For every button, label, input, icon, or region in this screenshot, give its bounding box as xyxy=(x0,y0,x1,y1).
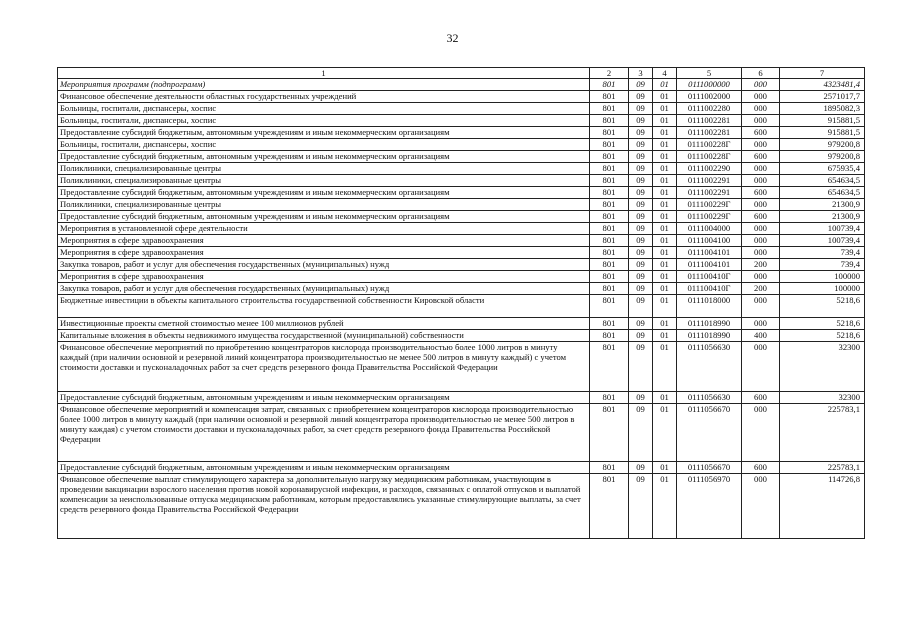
row-amount-cell: 654634,5 xyxy=(780,175,865,187)
row-code-6-cell: 000 xyxy=(742,163,780,175)
row-code-2-cell: 801 xyxy=(590,330,629,342)
row-code-5-cell: 0111056630 xyxy=(677,342,742,392)
row-code-5-cell: 011100229Г xyxy=(677,199,742,211)
row-code-6-cell: 600 xyxy=(742,127,780,139)
row-amount-cell: 5218,6 xyxy=(780,318,865,330)
row-name-cell: Финансовое обеспечение мероприятий по приобретению концентраторов кислорода производительностью более 1000 литров в минуту каждый (при наличии основной и резервной линий концентратора производительностью не менее 500 литров в минуту каждый) с учетом стоимости доставки и пусконаладочных работ за счет средств резервного фонда Правительства Российской Федерации xyxy=(58,342,590,392)
col-header-3: 3 xyxy=(629,68,653,79)
row-code-4-cell: 01 xyxy=(653,283,677,295)
row-amount-cell: 100000 xyxy=(780,283,865,295)
row-code-6-cell: 000 xyxy=(742,235,780,247)
row-amount-cell: 225783,1 xyxy=(780,462,865,474)
table-row xyxy=(58,271,865,283)
row-code-5-cell: 0111002291 xyxy=(677,187,742,199)
row-name-cell: Финансовое обеспечение выплат стимулирующего характера за дополнительную нагрузку медицинским работникам, участвующим в проведении вакцинации взрослого населения против новой коронавирусной инфекции, и расходов, связанных с оплатой отпусков и выплатой компенсации за неиспользованные отпуска медицинским работникам, которым предоставлялись указанные стимулирующие выплаты, за счет средств резервного фонда Правительства Российской Федерации xyxy=(58,474,590,539)
row-code-6-cell: 000 xyxy=(742,342,780,392)
row-code-6-cell: 000 xyxy=(742,79,780,91)
row-code-4-cell: 01 xyxy=(653,404,677,462)
row-code-3-cell: 09 xyxy=(629,151,653,163)
row-code-5-cell: 011100228Г xyxy=(677,139,742,151)
row-code-2-cell: 801 xyxy=(590,151,629,163)
row-code-4-cell: 01 xyxy=(653,139,677,151)
row-code-6-cell: 600 xyxy=(742,392,780,404)
row-name-cell: Предоставление субсидий бюджетным, автономным учреждениям и иным некоммерческим организациям xyxy=(58,462,590,474)
row-code-3-cell: 09 xyxy=(629,211,653,223)
row-amount-cell: 32300 xyxy=(780,392,865,404)
table-row xyxy=(58,79,865,91)
row-code-2-cell: 801 xyxy=(590,392,629,404)
row-amount-cell: 21300,9 xyxy=(780,211,865,223)
row-name-cell: Инвестиционные проекты сметной стоимостью менее 100 миллионов рублей xyxy=(58,318,590,330)
row-code-5-cell: 011100410Г xyxy=(677,271,742,283)
row-code-4-cell: 01 xyxy=(653,259,677,271)
row-amount-cell: 915881,5 xyxy=(780,115,865,127)
table-row xyxy=(58,223,865,235)
row-code-2-cell: 801 xyxy=(590,163,629,175)
row-code-2-cell: 801 xyxy=(590,295,629,318)
row-name-cell: Капитальные вложения в объекты недвижимого имущества государственной (муниципальной) собственности xyxy=(58,330,590,342)
row-code-3-cell: 09 xyxy=(629,271,653,283)
row-code-5-cell: 0111004100 xyxy=(677,235,742,247)
row-amount-cell: 675935,4 xyxy=(780,163,865,175)
row-amount-cell: 979200,8 xyxy=(780,151,865,163)
row-code-3-cell: 09 xyxy=(629,187,653,199)
row-amount-cell: 100739,4 xyxy=(780,235,865,247)
row-code-6-cell: 000 xyxy=(742,318,780,330)
row-code-6-cell: 000 xyxy=(742,223,780,235)
col-header-5: 5 xyxy=(677,68,742,79)
row-name-cell: Закупка товаров, работ и услуг для обеспечения государственных (муниципальных) нужд xyxy=(58,259,590,271)
table-row xyxy=(58,199,865,211)
row-name-cell: Больницы, госпитали, диспансеры, хоспис xyxy=(58,103,590,115)
row-code-2-cell: 801 xyxy=(590,283,629,295)
row-name-cell: Поликлиники, специализированные центры xyxy=(58,175,590,187)
row-code-5-cell: 0111002281 xyxy=(677,115,742,127)
row-code-6-cell: 400 xyxy=(742,330,780,342)
row-name-cell: Предоставление субсидий бюджетным, автономным учреждениям и иным некоммерческим организациям xyxy=(58,392,590,404)
row-code-2-cell: 801 xyxy=(590,223,629,235)
table-row xyxy=(58,295,865,318)
row-code-5-cell: 0111002291 xyxy=(677,175,742,187)
row-amount-cell: 100000 xyxy=(780,271,865,283)
row-code-3-cell: 09 xyxy=(629,342,653,392)
row-code-3-cell: 09 xyxy=(629,103,653,115)
row-code-5-cell: 0111056670 xyxy=(677,462,742,474)
row-code-6-cell: 000 xyxy=(742,474,780,539)
row-name-cell: Мероприятия программ (подпрограмм) xyxy=(58,79,590,91)
row-amount-cell: 1895082,3 xyxy=(780,103,865,115)
row-amount-cell: 100739,4 xyxy=(780,223,865,235)
row-amount-cell: 2571017,7 xyxy=(780,91,865,103)
row-code-3-cell: 09 xyxy=(629,330,653,342)
row-name-cell: Больницы, госпитали, диспансеры, хоспис xyxy=(58,139,590,151)
row-code-6-cell: 000 xyxy=(742,103,780,115)
row-amount-cell: 5218,6 xyxy=(780,330,865,342)
row-code-6-cell: 600 xyxy=(742,462,780,474)
row-amount-cell: 32300 xyxy=(780,342,865,392)
col-header-2: 2 xyxy=(590,68,629,79)
header-row xyxy=(58,68,865,79)
row-code-4-cell: 01 xyxy=(653,223,677,235)
row-name-cell: Предоставление субсидий бюджетным, автономным учреждениям и иным некоммерческим организациям xyxy=(58,151,590,163)
row-code-6-cell: 200 xyxy=(742,259,780,271)
col-header-6: 6 xyxy=(742,68,780,79)
table-row xyxy=(58,259,865,271)
row-code-2-cell: 801 xyxy=(590,271,629,283)
row-code-3-cell: 09 xyxy=(629,247,653,259)
row-code-3-cell: 09 xyxy=(629,404,653,462)
row-code-6-cell: 000 xyxy=(742,139,780,151)
row-code-5-cell: 011100228Г xyxy=(677,151,742,163)
row-code-4-cell: 01 xyxy=(653,115,677,127)
table-row xyxy=(58,330,865,342)
row-code-2-cell: 801 xyxy=(590,91,629,103)
row-code-2-cell: 801 xyxy=(590,342,629,392)
row-code-5-cell: 0111056670 xyxy=(677,404,742,462)
row-code-3-cell: 09 xyxy=(629,199,653,211)
row-code-4-cell: 01 xyxy=(653,103,677,115)
row-code-3-cell: 09 xyxy=(629,235,653,247)
row-name-cell: Больницы, госпитали, диспансеры, хоспис xyxy=(58,115,590,127)
row-code-2-cell: 801 xyxy=(590,127,629,139)
row-amount-cell: 21300,9 xyxy=(780,199,865,211)
row-code-2-cell: 801 xyxy=(590,115,629,127)
row-code-2-cell: 801 xyxy=(590,259,629,271)
row-code-5-cell: 011100410Г xyxy=(677,283,742,295)
table-row xyxy=(58,127,865,139)
row-code-2-cell: 801 xyxy=(590,318,629,330)
row-code-3-cell: 09 xyxy=(629,139,653,151)
row-amount-cell: 4323481,4 xyxy=(780,79,865,91)
row-code-4-cell: 01 xyxy=(653,211,677,223)
row-name-cell: Мероприятия в сфере здравоохранения xyxy=(58,247,590,259)
row-name-cell: Мероприятия в установленной сфере деятельности xyxy=(58,223,590,235)
row-code-5-cell: 0111002280 xyxy=(677,103,742,115)
row-code-4-cell: 01 xyxy=(653,187,677,199)
table-body xyxy=(58,79,865,539)
row-code-2-cell: 801 xyxy=(590,79,629,91)
row-code-2-cell: 801 xyxy=(590,175,629,187)
col-header-4: 4 xyxy=(653,68,677,79)
row-amount-cell: 654634,5 xyxy=(780,187,865,199)
row-code-2-cell: 801 xyxy=(590,139,629,151)
row-amount-cell: 979200,8 xyxy=(780,139,865,151)
table-row xyxy=(58,235,865,247)
table-row xyxy=(58,139,865,151)
row-code-3-cell: 09 xyxy=(629,223,653,235)
row-code-6-cell: 600 xyxy=(742,211,780,223)
row-code-6-cell: 600 xyxy=(742,151,780,163)
page-number: 32 xyxy=(446,31,459,45)
table-row xyxy=(58,103,865,115)
row-name-cell: Закупка товаров, работ и услуг для обеспечения государственных (муниципальных) нужд xyxy=(58,283,590,295)
row-code-3-cell: 09 xyxy=(629,79,653,91)
row-code-6-cell: 000 xyxy=(742,115,780,127)
row-code-6-cell: 000 xyxy=(742,247,780,259)
row-code-3-cell: 09 xyxy=(629,115,653,127)
row-code-4-cell: 01 xyxy=(653,330,677,342)
row-code-3-cell: 09 xyxy=(629,127,653,139)
row-amount-cell: 225783,1 xyxy=(780,404,865,462)
row-code-6-cell: 000 xyxy=(742,295,780,318)
table-row xyxy=(58,151,865,163)
row-code-3-cell: 09 xyxy=(629,91,653,103)
row-code-5-cell: 0111004101 xyxy=(677,247,742,259)
row-code-5-cell: 0111000000 xyxy=(677,79,742,91)
row-code-4-cell: 01 xyxy=(653,271,677,283)
row-code-2-cell: 801 xyxy=(590,211,629,223)
row-code-4-cell: 01 xyxy=(653,127,677,139)
row-code-2-cell: 801 xyxy=(590,474,629,539)
table-row xyxy=(58,115,865,127)
row-code-4-cell: 01 xyxy=(653,151,677,163)
row-code-3-cell: 09 xyxy=(629,318,653,330)
row-code-4-cell: 01 xyxy=(653,392,677,404)
row-code-2-cell: 801 xyxy=(590,199,629,211)
table-row xyxy=(58,175,865,187)
row-code-6-cell: 000 xyxy=(742,91,780,103)
row-code-5-cell: 0111002000 xyxy=(677,91,742,103)
row-code-4-cell: 01 xyxy=(653,91,677,103)
row-code-6-cell: 000 xyxy=(742,175,780,187)
row-code-5-cell: 0111004101 xyxy=(677,259,742,271)
row-code-6-cell: 200 xyxy=(742,283,780,295)
row-code-3-cell: 09 xyxy=(629,295,653,318)
table-row xyxy=(58,392,865,404)
table-row xyxy=(58,211,865,223)
table-row xyxy=(58,404,865,462)
row-code-5-cell: 0111018990 xyxy=(677,318,742,330)
row-name-cell: Предоставление субсидий бюджетным, автономным учреждениям и иным некоммерческим организациям xyxy=(58,211,590,223)
row-name-cell: Мероприятия в сфере здравоохранения xyxy=(58,235,590,247)
row-code-2-cell: 801 xyxy=(590,235,629,247)
row-code-4-cell: 01 xyxy=(653,175,677,187)
row-code-5-cell: 0111004000 xyxy=(677,223,742,235)
row-code-4-cell: 01 xyxy=(653,163,677,175)
row-code-4-cell: 01 xyxy=(653,462,677,474)
row-code-4-cell: 01 xyxy=(653,295,677,318)
row-code-3-cell: 09 xyxy=(629,163,653,175)
row-code-2-cell: 801 xyxy=(590,187,629,199)
row-code-3-cell: 09 xyxy=(629,392,653,404)
row-amount-cell: 739,4 xyxy=(780,259,865,271)
table-row xyxy=(58,187,865,199)
table-row xyxy=(58,163,865,175)
row-amount-cell: 5218,6 xyxy=(780,295,865,318)
row-code-3-cell: 09 xyxy=(629,175,653,187)
row-code-3-cell: 09 xyxy=(629,283,653,295)
row-code-4-cell: 01 xyxy=(653,247,677,259)
table-row xyxy=(58,318,865,330)
col-header-7: 7 xyxy=(780,68,865,79)
row-code-5-cell: 0111002290 xyxy=(677,163,742,175)
table-row xyxy=(58,283,865,295)
table-row xyxy=(58,474,865,539)
row-name-cell: Поликлиники, специализированные центры xyxy=(58,199,590,211)
row-code-6-cell: 000 xyxy=(742,199,780,211)
row-code-4-cell: 01 xyxy=(653,318,677,330)
budget-table xyxy=(57,67,865,539)
row-amount-cell: 114726,8 xyxy=(780,474,865,539)
row-code-6-cell: 600 xyxy=(742,187,780,199)
row-code-5-cell: 0111018000 xyxy=(677,295,742,318)
row-code-2-cell: 801 xyxy=(590,462,629,474)
row-name-cell: Мероприятия в сфере здравоохранения xyxy=(58,271,590,283)
row-name-cell: Бюджетные инвестиции в объекты капитального строительства государственной собственности Кировской области xyxy=(58,295,590,318)
row-name-cell: Предоставление субсидий бюджетным, автономным учреждениям и иным некоммерческим организациям xyxy=(58,187,590,199)
row-code-5-cell: 0111002281 xyxy=(677,127,742,139)
row-code-4-cell: 01 xyxy=(653,235,677,247)
table-row xyxy=(58,342,865,392)
row-code-2-cell: 801 xyxy=(590,247,629,259)
row-code-4-cell: 01 xyxy=(653,474,677,539)
col-header-1: 1 xyxy=(58,68,590,79)
row-name-cell: Предоставление субсидий бюджетным, автономным учреждениям и иным некоммерческим организациям xyxy=(58,127,590,139)
row-name-cell: Поликлиники, специализированные центры xyxy=(58,163,590,175)
table-row xyxy=(58,91,865,103)
row-code-5-cell: 0111056970 xyxy=(677,474,742,539)
row-name-cell: Финансовое обеспечение мероприятий и компенсация затрат, связанных с приобретением концентраторов кислорода производительностью более 1000 литров в минуту каждый (при наличии основной и резервной линий концентратора производительностью не менее 500 литров в минуту каждая) с учетом стоимости доставки и пусконаладочных работ, за счет средств резервного фонда Правительства Российской Федерации xyxy=(58,404,590,462)
row-code-6-cell: 000 xyxy=(742,404,780,462)
row-code-4-cell: 01 xyxy=(653,79,677,91)
row-name-cell: Финансовое обеспечение деятельности областных государственных учреждений xyxy=(58,91,590,103)
row-code-4-cell: 01 xyxy=(653,199,677,211)
table-row xyxy=(58,462,865,474)
row-code-3-cell: 09 xyxy=(629,462,653,474)
row-code-6-cell: 000 xyxy=(742,271,780,283)
row-code-2-cell: 801 xyxy=(590,404,629,462)
row-code-3-cell: 09 xyxy=(629,259,653,271)
row-code-5-cell: 011100229Г xyxy=(677,211,742,223)
row-code-2-cell: 801 xyxy=(590,103,629,115)
row-code-4-cell: 01 xyxy=(653,342,677,392)
table-row xyxy=(58,247,865,259)
row-amount-cell: 739,4 xyxy=(780,247,865,259)
row-code-5-cell: 0111018990 xyxy=(677,330,742,342)
row-code-3-cell: 09 xyxy=(629,474,653,539)
row-amount-cell: 915881,5 xyxy=(780,127,865,139)
row-code-5-cell: 0111056630 xyxy=(677,392,742,404)
